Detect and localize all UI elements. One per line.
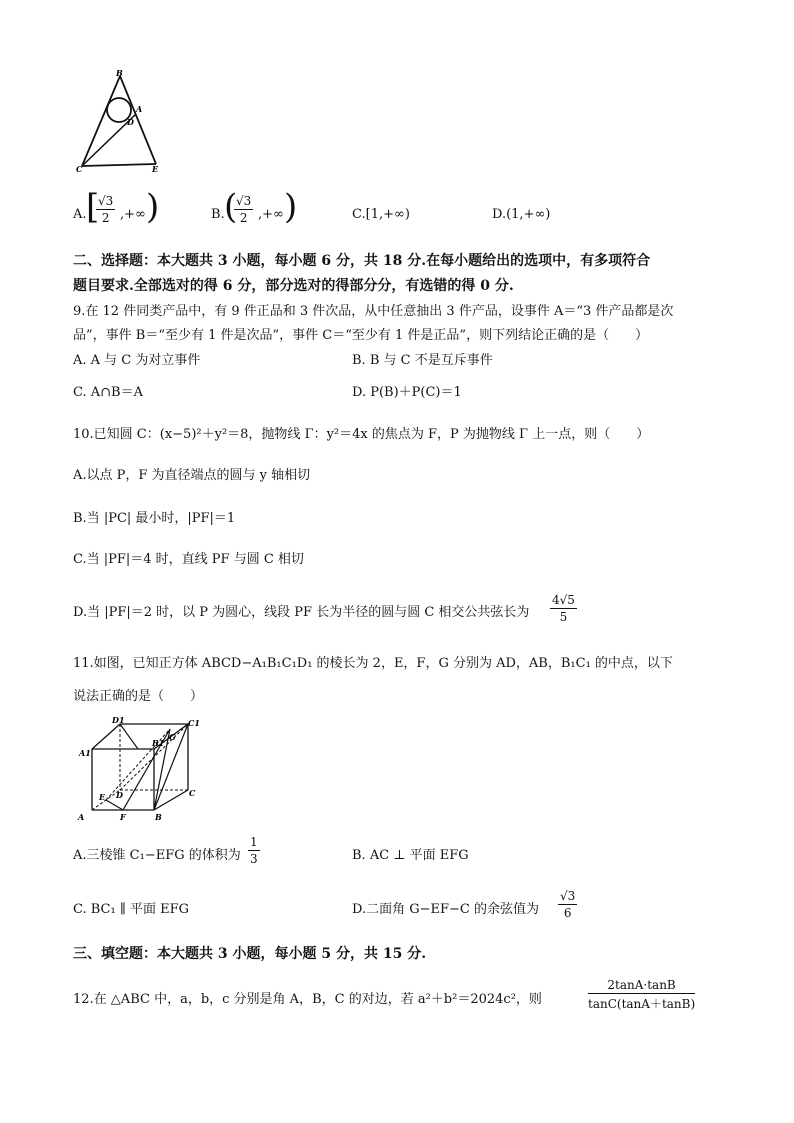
q11-option-d: D.二面角 G−EF−C 的余弦值为 <box>352 902 539 917</box>
label-C1: C1 <box>188 718 200 728</box>
q11-stem-line1: 11.如图，已知正方体 ABCD−A₁B₁C₁D₁ 的棱长为 2，E，F，G 分别为 AD，AB，B₁C₁ 的中点，以下 <box>73 656 673 671</box>
q11-option-d-den: 6 <box>563 906 572 920</box>
q10-option-d: D.当 |PF|＝2 时，以 P 为圆心，线段 PF 长为半径的圆与圆 C 相交公共弦长为 <box>73 605 530 620</box>
q11-option-a: A.三棱锥 C₁−EFG 的体积为 <box>73 848 241 863</box>
cube-figure <box>72 712 204 824</box>
q8-option-b-fraction <box>234 194 253 225</box>
label-B: B <box>116 68 123 78</box>
q8-option-b-num: √3 <box>236 194 252 208</box>
q10-option-b: B.当 |PC| 最小时，|PF|＝1 <box>73 511 236 526</box>
label-A: A <box>136 104 143 114</box>
q10-option-d-num: 4√5 <box>552 593 575 607</box>
q12-stem: 12.在 △ABC 中，a，b，c 分别是角 A，B，C 的对边，若 a²＋b²＝2024c²，则 <box>73 992 542 1007</box>
q12-fraction <box>588 978 695 1012</box>
label-B: B <box>155 812 162 822</box>
label-D1: D1 <box>112 715 125 725</box>
q9-stem-line2: 品”，事件 B＝“至少有 1 件是次品”，事件 C＝“至少有 1 件是正品”，则下列结论正确的是（ ） <box>73 328 649 343</box>
q9-stem-line1: 9.在 12 件同类产品中，有 9 件正品和 3 件次品，从中任意抽出 3 件产品，设事件 A＝“3 件产品都是次 <box>73 304 674 319</box>
q10-option-d-fraction <box>550 593 577 624</box>
q8-option-b-label: B. <box>211 207 225 222</box>
q10-stem: 10.已知圆 C：(x−5)²＋y²＝8，抛物线 Γ：y²＝4x 的焦点为 F，P 为抛物线 Γ 上一点，则（ ） <box>73 427 650 442</box>
q12-den: tanC(tanA＋tanB) <box>588 997 696 1011</box>
section2-line1: 二、选择题：本大题共 3 小题，每小题 6 分，共 18 分.在每小题给出的选项中，有多项符合 <box>73 253 651 269</box>
q8-option-b-rest: ,+∞ <box>258 207 284 222</box>
triangle-figure <box>70 68 170 176</box>
q8-option-a-num: √3 <box>98 194 114 208</box>
label-C: C <box>76 164 83 174</box>
q8-option-a-rest: ,+∞ <box>120 207 146 222</box>
q8-option-b-bracket-left: ( <box>224 187 238 227</box>
label-E: E <box>99 792 106 802</box>
q9-option-a: A. A 与 C 为对立事件 <box>73 353 201 368</box>
q9-option-c: C. A∩B＝A <box>73 385 143 400</box>
q11-option-d-num: √3 <box>560 889 576 903</box>
label-A1: A1 <box>79 748 91 758</box>
label-G: G <box>169 732 176 742</box>
label-C: C <box>189 788 196 798</box>
q8-option-a-label: A. <box>73 207 87 222</box>
q9-option-d: D. P(B)＋P(C)＝1 <box>352 385 462 400</box>
q11-stem-line2: 说法正确的是（ ） <box>73 689 204 704</box>
label-D: D <box>116 790 123 800</box>
q11-option-c: C. BC₁ ∥ 平面 EFG <box>73 902 189 917</box>
q8-option-c: C.[1,+∞) <box>352 207 410 222</box>
label-E: E <box>152 164 159 174</box>
q8-option-a-bracket-left: [ <box>86 187 100 227</box>
q8-option-a-bracket-right: ) <box>146 187 160 227</box>
q11-option-a-num: 1 <box>250 835 258 849</box>
label-F: F <box>120 812 126 822</box>
q11-option-a-den: 3 <box>250 852 258 866</box>
q10-option-a: A.以点 P，F 为直径端点的圆与 y 轴相切 <box>73 468 311 483</box>
q11-option-b: B. AC ⊥ 平面 EFG <box>352 848 469 863</box>
q8-option-b-den: 2 <box>239 211 248 225</box>
label-D: D <box>127 117 134 127</box>
q11-option-a-fraction <box>248 835 260 866</box>
section3-header: 三、填空题：本大题共 3 小题，每小题 5 分，共 15 分. <box>73 946 427 962</box>
label-B1: B1 <box>152 738 165 748</box>
q11-option-d-fraction <box>558 889 577 920</box>
q8-option-a-fraction <box>96 194 115 225</box>
q8-option-a-den: 2 <box>101 211 110 225</box>
q10-option-c: C.当 |PF|＝4 时，直线 PF 与圆 C 相切 <box>73 552 304 567</box>
q9-option-b: B. B 与 C 不是互斥事件 <box>352 353 493 368</box>
q10-option-d-den: 5 <box>559 610 568 624</box>
q12-num: 2tanA·tanB <box>588 978 695 994</box>
q8-option-b-bracket-right: ) <box>284 187 298 227</box>
q8-option-d: D.(1,+∞) <box>492 207 551 222</box>
section2-line2: 题目要求.全部选对的得 6 分，部分选对的得部分分，有选错的得 0 分. <box>73 278 514 294</box>
label-A: A <box>78 812 85 822</box>
